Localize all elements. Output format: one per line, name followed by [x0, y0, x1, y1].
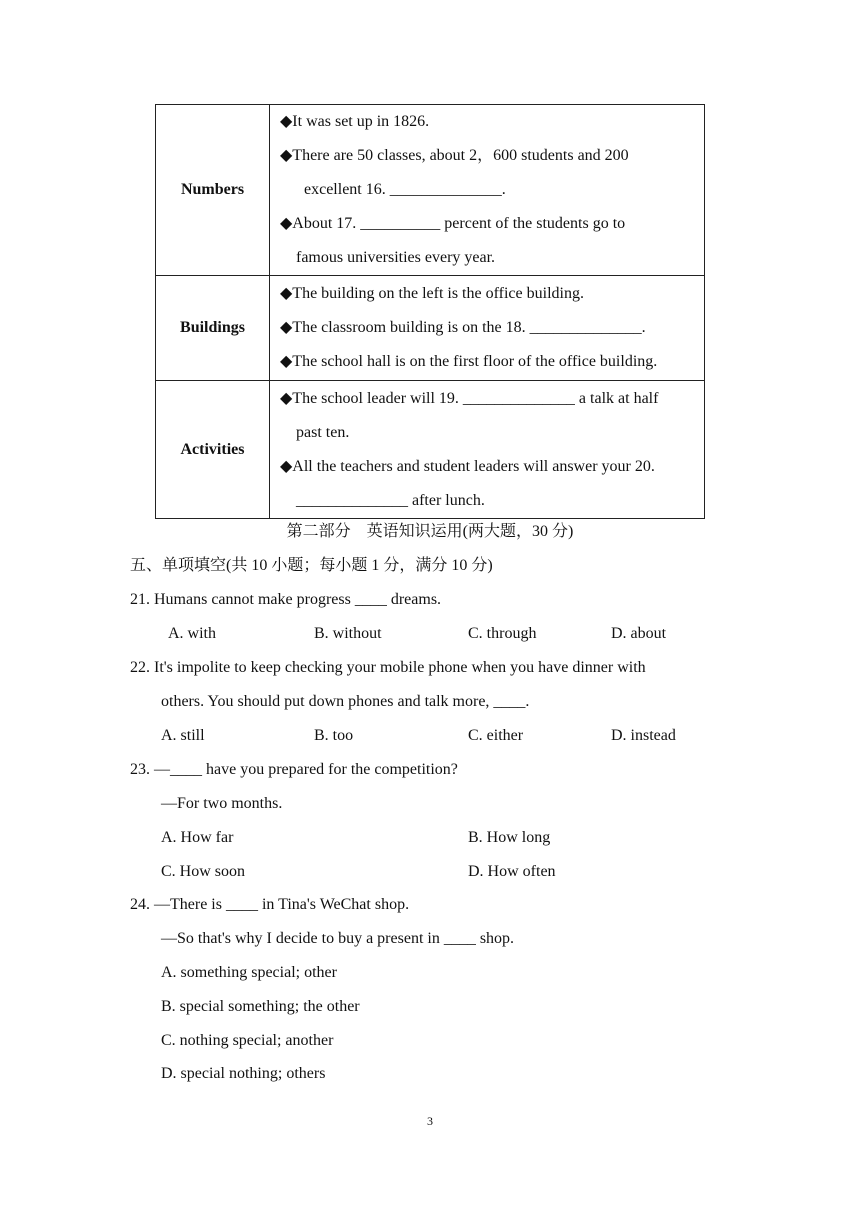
table-line: past ten.	[296, 423, 350, 441]
q23-option-d: D. How often	[468, 863, 556, 880]
category-cell: Numbers	[156, 105, 270, 276]
q22-option-b: B. too	[314, 727, 354, 744]
q21-option-a: A. with	[168, 625, 216, 642]
q24-option-c: C. nothing special; another	[161, 1032, 334, 1049]
table-line: ◆All the teachers and student leaders will answer your 20.	[280, 457, 655, 475]
q22-option-d: D. instead	[611, 727, 676, 744]
question-24-stem-line1: 24. —There is ____ in Tina's WeChat shop.	[130, 896, 410, 913]
table-line: ◆It was set up in 1826.	[280, 113, 430, 130]
table-line: ◆The building on the left is the office building.	[280, 285, 584, 302]
q21-option-d: D. about	[611, 625, 667, 642]
table-line: ◆The classroom building is on the 18. ______________.	[280, 319, 646, 336]
content-cell	[270, 105, 705, 276]
question-21-stem: 21. Humans cannot make progress ____ dreams.	[130, 591, 442, 608]
table-line: ◆The school leader will 19. ______________ a talk at half	[280, 389, 659, 407]
q24-option-a: A. something special; other	[161, 964, 337, 981]
table-line: ______________ after lunch.	[296, 491, 485, 509]
table-line: famous universities every year.	[296, 249, 496, 266]
q23-option-b: B. How long	[468, 829, 551, 846]
q23-option-c: C. How soon	[161, 863, 246, 880]
table-row-activities	[156, 381, 705, 519]
question-22-stem-line1: 22. It's impolite to keep checking your mobile phone when you have dinner with	[130, 659, 646, 676]
category-cell: Activities	[156, 381, 270, 519]
question-22-stem-line2: others. You should put down phones and talk more, ____.	[161, 693, 530, 710]
school-info-table	[155, 104, 705, 519]
table-row-numbers	[156, 105, 705, 276]
q23-option-a: A. How far	[161, 829, 234, 846]
content-cell	[270, 381, 705, 519]
q22-option-a: A. still	[161, 727, 205, 744]
table-row-buildings	[156, 276, 705, 381]
table-line: ◆The school hall is on the first floor of the office building.	[280, 353, 658, 370]
category-cell: Buildings	[156, 276, 270, 381]
q21-option-c: C. through	[468, 625, 537, 642]
table-line: ◆About 17. __________ percent of the students go to	[280, 215, 626, 232]
q21-option-b: B. without	[314, 625, 382, 642]
question-23-stem-line1: 23. —____ have you prepared for the competition?	[130, 761, 458, 778]
question-23-stem-line2: —For two months.	[161, 795, 283, 812]
q24-option-d: D. special nothing; others	[161, 1065, 326, 1082]
question-24-stem-line2: —So that's why I decide to buy a present in ____ shop.	[161, 930, 515, 947]
page-number: 3	[427, 1114, 433, 1128]
table-line: ◆There are 50 classes, about 2，600 students and 200	[280, 147, 629, 164]
content-cell	[270, 276, 705, 381]
table-line: excellent 16. ______________.	[304, 181, 506, 198]
q22-option-c: C. either	[468, 727, 524, 744]
section-title: 第二部分 英语知识运用(两大题，30 分)	[286, 523, 574, 540]
q24-option-b: B. special something; the other	[161, 998, 360, 1015]
part-heading: 五、单项填空(共 10 小题；每小题 1 分，满分 10 分)	[130, 557, 493, 574]
